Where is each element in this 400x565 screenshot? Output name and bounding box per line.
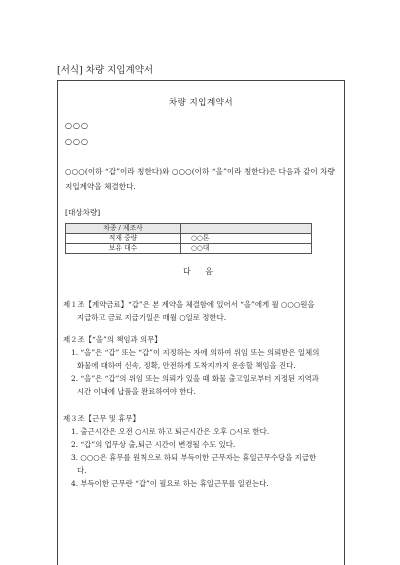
article-2 [63, 333, 341, 398]
article-1-title: 제１조【계약금료】“갑”은 본 계약을 체결함에 있어서 “을”에게 월 ○○○원을 [63, 300, 315, 309]
table-row [66, 224, 312, 234]
article-3-item-2: 2. “갑”의 업무상 출,퇴근 시간이 변경될 수도 있다. [71, 440, 236, 449]
article-3 [63, 412, 341, 490]
article-2-item-2-line-1: 2. “을”은 “갑”의 위임 또는 의뢰가 있을 때 화물 출고일로부터 지정된 지역과 [71, 374, 319, 383]
party-a: ○○○ [65, 121, 89, 130]
article-3-item-1: 1. 출근시간은 오전 ○시로 하고 퇴근시간은 오후 ○시로 한다. [71, 427, 270, 436]
vehicle-count-value: ○○대 [181, 244, 312, 254]
document-title: 차량 지입계약서 [168, 98, 234, 108]
table-row [66, 234, 312, 244]
article-3-item-3-line-1: 3. ○○○은 휴무를 원칙으로 하되 부득이한 근무자는 휴일근무수당을 지급한 [71, 453, 317, 462]
article-3-item-3-line-2: 다. [77, 466, 87, 475]
vehicle-table [65, 223, 312, 254]
vehicle-heading: [대상차량] [65, 208, 101, 217]
party-b: ○○○ [65, 137, 89, 146]
load-weight-value: ○○톤 [181, 234, 312, 244]
article-3-item-4: 4. 부득이한 근무란 “갑”이 필요로 하는 휴일근무를 일컫는다. [71, 479, 269, 488]
vehicle-count-label: 보유 대수 [66, 244, 181, 254]
vehicle-type-value [181, 224, 312, 234]
article-2-item-1-line-1: 1. “을”은 “갑” 또는 “갑”이 지정하는 자에 의하여 위임 또는 의뢰받은 일체의 [71, 348, 320, 357]
article-3-title: 제３조【근무 및 휴무】 [63, 414, 140, 423]
article-1 [63, 298, 341, 324]
article-2-title: 제２조【“을”의 책임과 의무】 [63, 335, 162, 344]
form-label: [서식] 차량 지입계약서 [57, 65, 154, 76]
intro-paragraph: ○○○(이하 “갑”이라 칭한다)와 ○○○(이하 “을”이라 칭한다)은 다음과 같이 차량지입계약을 체결한다. [65, 167, 335, 191]
table-row [66, 244, 312, 254]
document-frame [57, 80, 345, 565]
article-2-item-1-line-2: 화물에 대하여 신속, 정확, 안전하게 도착지까지 운송할 책임을 진다. [77, 361, 296, 370]
center-heading: 다 음 [183, 267, 219, 276]
article-1-continuation: 지급하고 금료 지급기일은 매월 ○일로 정한다. [77, 313, 227, 322]
article-2-item-2-line-2: 시간 이내에 납품을 완료하여야 한다. [77, 387, 196, 396]
load-weight-label: 적재 중량 [66, 234, 181, 244]
vehicle-type-label: 차종 / 제조사 [66, 224, 181, 234]
